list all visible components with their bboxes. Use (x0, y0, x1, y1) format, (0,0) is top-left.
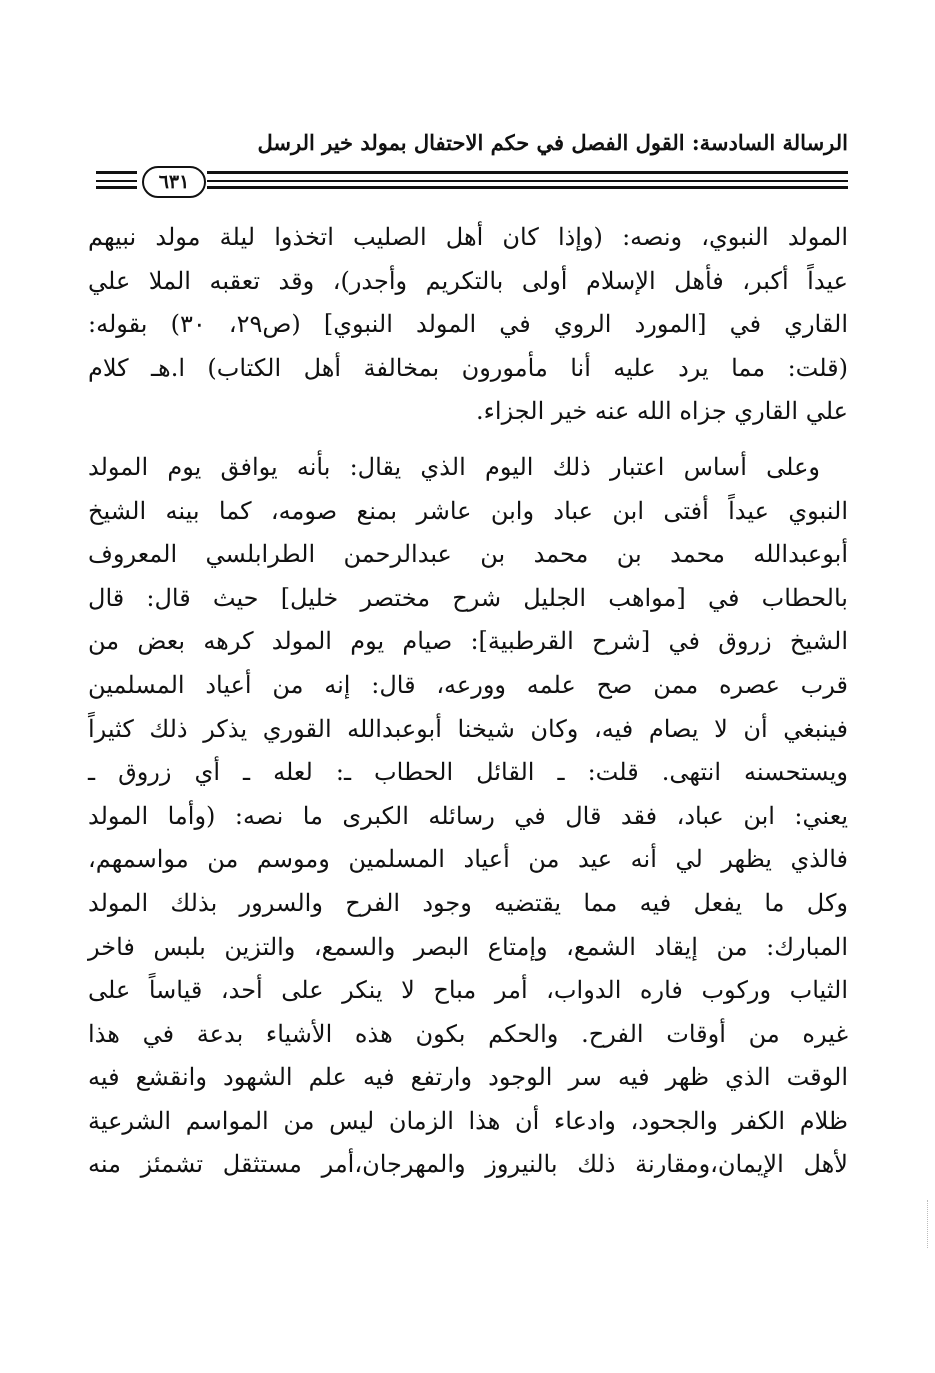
text-line: أبوعبدالله محمد بن محمد بن عبدالرحمن الطرابلسي المعروف (88, 540, 848, 569)
text-line: (قلت: مما يرد عليه أنا مأمورون بمخالفة أهل الكتاب) ا.هـ كلام (88, 353, 848, 382)
text-line: النبوي عيداً أفتى ابن عباد وابن عاشر بمنع صومه، كما بينه الشيخ (88, 496, 848, 525)
header-rule-middle (96, 180, 848, 182)
text-line: غيره من أوقات الفرح. والحكم بكون هذه الأشياء بدعة في هذا (88, 1019, 848, 1048)
header-rule-top (96, 171, 848, 174)
text-line: الوقت الذي ظهر فيه سر الوجود وارتفع فيه علم الشهود وانقشع فيه (88, 1063, 848, 1092)
text-line: وكل ما يفعل فيه مما يقتضيه وجود الفرح والسرور بذلك المولد (88, 888, 848, 917)
paragraph-2 (88, 446, 848, 1187)
text-line: وعلى أساس اعتبار ذلك اليوم الذي يقال: بأنه يوافق يوم المولد (88, 452, 820, 481)
text-line: المبارك: من إيقاد الشمع، وإمتاع البصر والسمع، والتزين بلبس فاخر (88, 932, 848, 961)
header-rule-bottom (96, 186, 848, 189)
text-line: القاري في [المورد الروي في المولد النبوي] (ص٢٩، ٣٠) بقوله: (88, 310, 848, 339)
text-line: قرب عصره ممن صح علمه وورعه، قال: إنه من أعياد المسلمين (88, 670, 848, 699)
text-line: فالذي يظهر لي أنه عيد من أعياد المسلمين وموسم من مواسمهم، (88, 845, 848, 874)
text-line: فينبغي أن لا يصام فيه، وكان شيخنا أبوعبدالله القوري يذكر ذلك كثيراً (88, 714, 848, 743)
text-line: ويستحسنه انتهى. قلت: ـ القائل الحطاب ـ: لعله ـ أي زروق ـ (88, 758, 848, 787)
text-line: لأهل الإيمان،ومقارنة ذلك بالنيروز والمهرجان،أمر مستثقل تشمئز منه (88, 1150, 848, 1179)
text-line: ظلام الكفر والجحود، وادعاء أن هذا الزمان ليس من المواسم الشرعية (88, 1106, 848, 1135)
text-line: يعني: ابن عباد، فقد قال في رسائله الكبرى ما نصه: (وأما المولد (88, 801, 848, 830)
paragraph-gap (88, 434, 848, 446)
body-text (88, 216, 848, 1187)
running-title: الرسالة السادسة: القول الفصل في حكم الاحتفال بمولد خير الرسل (257, 130, 848, 155)
text-line: بالحطاب في [مواهب الجليل شرح مختصر خليل] حيث قال: قال (88, 583, 848, 612)
page-number: ٦٣١ (142, 166, 206, 198)
text-line: المولد النبوي، ونصه: (وإذا كان أهل الصليب اتخذوا ليلة مولد نبيهم (88, 223, 848, 251)
text-line: الشيخ زروق في [شرح القرطبية]: صيام يوم المولد كرهه بعض من (88, 627, 849, 656)
text-line: علي القاري جزاه الله عنه خير الجزاء. (475, 397, 848, 426)
paragraph-1 (88, 216, 848, 434)
text-line: عيداً أكبر، فأهل الإسلام أولى بالتكريم وأجدر)، وقد تعقبه الملا علي (88, 266, 848, 295)
text-line: الثياب وركوب فاره الدواب، أمر مباح لا ينكر على أحد، قياساً على (88, 976, 848, 1005)
scan-margin-mark (927, 1200, 931, 1248)
